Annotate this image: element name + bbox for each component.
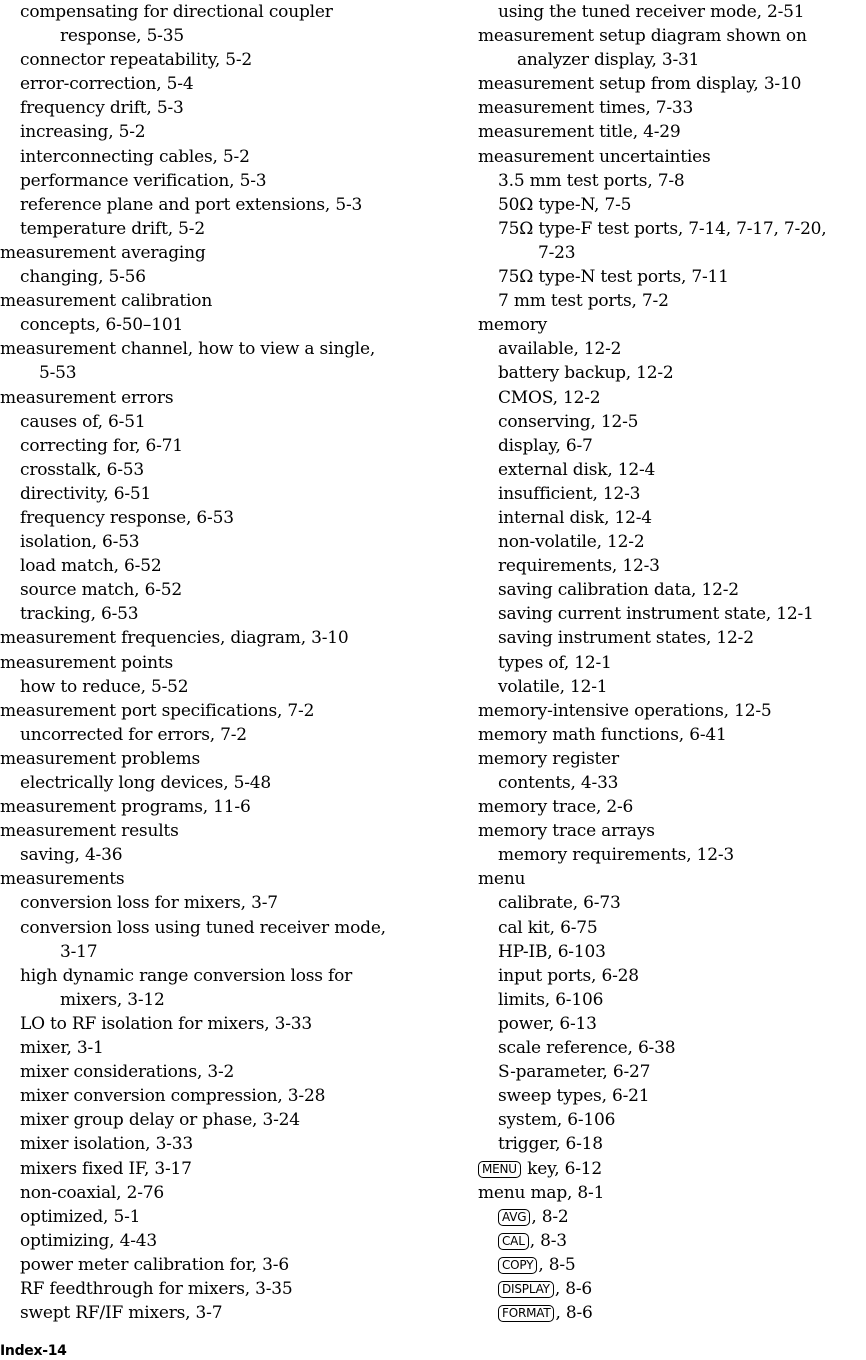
entry-text: HP-IB, 6-103	[498, 941, 606, 962]
entry-text: measurement times, 7-33	[478, 98, 694, 119]
index-subentry	[0, 96, 440, 120]
entry-text: contents, 4-33	[498, 773, 619, 793]
index-subentry	[0, 48, 440, 72]
entry-text: high dynamic range conversion loss for	[20, 965, 353, 986]
entry-text: interconnecting cables, 5-2	[20, 146, 250, 167]
index-subentry	[478, 675, 866, 699]
entry-text: concepts, 6-50–101	[20, 315, 184, 336]
index-subentry	[478, 1036, 866, 1060]
entry-text: key, 6-12	[521, 1158, 603, 1179]
entry-text: memory	[478, 315, 548, 336]
entry-text: analyzer display, 3-31	[517, 50, 700, 71]
index-entry	[478, 747, 866, 771]
index-subentry	[478, 651, 866, 675]
entry-text: measurement calibration	[0, 291, 213, 312]
index-subentry	[478, 482, 866, 506]
index-subentry	[478, 1253, 866, 1277]
index-subentry	[478, 771, 866, 795]
index-entry	[478, 699, 866, 723]
index-subentry	[478, 1229, 866, 1253]
index-subentry	[478, 1277, 866, 1301]
index-entry	[478, 819, 866, 843]
entry-text: types of, 12-1	[498, 652, 612, 673]
entry-text: error-correction, 5-4	[20, 74, 194, 95]
index-entry	[478, 867, 866, 891]
index-subentry	[0, 1108, 440, 1132]
hardkey-label: CAL	[498, 1233, 529, 1250]
entry-text: 75Ω type-N test ports, 7-11	[498, 267, 729, 288]
index-column-right	[478, 0, 866, 1325]
entry-text: changing, 5-56	[20, 267, 146, 288]
index-subentry	[478, 410, 866, 434]
index-subentry	[478, 1132, 866, 1156]
entry-text: optimized, 5-1	[20, 1206, 141, 1227]
entry-text: saving calibration data, 12-2	[498, 580, 739, 601]
entry-text: external disk, 12-4	[498, 459, 656, 480]
index-subentry	[0, 169, 440, 193]
entry-text: battery backup, 12-2	[498, 363, 674, 384]
entry-text: calibrate, 6-73	[498, 893, 621, 914]
index-subentry	[478, 1060, 866, 1084]
entry-text: measurement programs, 11-6	[0, 797, 251, 818]
entry-text: connector repeatability, 5-2	[20, 50, 253, 71]
entry-text: causes of, 6-51	[20, 411, 146, 432]
entry-text: swept RF/IF mixers, 3-7	[20, 1303, 223, 1324]
index-subentry	[478, 241, 866, 265]
index-entry	[0, 795, 440, 819]
index-subentry	[0, 1060, 440, 1084]
entry-text: 7-23	[538, 242, 576, 263]
entry-text: 7 mm test ports, 7-2	[498, 291, 669, 312]
entry-text: insufficient, 12-3	[498, 483, 641, 504]
index-subentry	[478, 169, 866, 193]
index-subentry	[0, 1253, 440, 1277]
index-subentry	[0, 410, 440, 434]
hardkey-label: DISPLAY	[498, 1281, 554, 1298]
index-subentry	[478, 964, 866, 988]
index-entry	[478, 1181, 866, 1205]
entry-text: 50Ω type-N, 7-5	[498, 194, 632, 215]
entry-text: 75Ω type-F test ports, 7-14, 7-17, 7-20,	[498, 218, 827, 239]
entry-text: 3-17	[60, 941, 98, 962]
index-subentry	[478, 217, 866, 241]
index-subentry	[0, 554, 440, 578]
entry-text: conserving, 12-5	[498, 411, 639, 432]
index-entry	[478, 795, 866, 819]
hardkey-label: AVG	[498, 1209, 530, 1226]
index-subentry	[0, 988, 440, 1012]
index-subentry	[478, 626, 866, 650]
entry-text: scale reference, 6-38	[498, 1038, 676, 1059]
index-entry	[478, 723, 866, 747]
entry-text: volatile, 12-1	[498, 676, 608, 697]
entry-text: mixer conversion compression, 3-28	[20, 1086, 326, 1107]
entry-text: measurement errors	[0, 387, 174, 408]
entry-text: CMOS, 12-2	[498, 387, 601, 408]
entry-text: mixer, 3-1	[20, 1038, 104, 1059]
index-subentry	[0, 1205, 440, 1229]
entry-text: frequency response, 6-53	[20, 507, 234, 528]
entry-text: measurement averaging	[0, 242, 206, 263]
index-subentry	[0, 217, 440, 241]
index-subentry	[478, 506, 866, 530]
index-entry	[0, 626, 440, 650]
entry-text: power meter calibration for, 3-6	[20, 1254, 289, 1275]
entry-text: memory requirements, 12-3	[498, 845, 734, 866]
entry-text: 3.5 mm test ports, 7-8	[498, 170, 685, 191]
entry-text: measurement problems	[0, 748, 201, 769]
index-subentry	[478, 1084, 866, 1108]
index-subentry	[0, 193, 440, 217]
index-subentry	[0, 578, 440, 602]
page-number: Index-14	[0, 1343, 67, 1359]
entry-text: tracking, 6-53	[20, 604, 139, 625]
entry-text: measurement results	[0, 821, 179, 842]
entry-text: correcting for, 6-71	[20, 435, 183, 456]
entry-text: , 8-5	[538, 1254, 576, 1275]
index-entry	[0, 241, 440, 265]
index-subentry	[478, 843, 866, 867]
entry-text: source match, 6-52	[20, 580, 182, 601]
entry-text: 5-53	[39, 363, 77, 384]
index-entry	[478, 24, 866, 48]
entry-text: power, 6-13	[498, 1013, 597, 1034]
index-entry	[0, 699, 440, 723]
entry-text: mixers, 3-12	[60, 989, 165, 1010]
index-subentry	[0, 940, 440, 964]
entry-text: mixer isolation, 3-33	[20, 1134, 193, 1155]
entry-text: internal disk, 12-4	[498, 507, 652, 528]
entry-text: non-volatile, 12-2	[498, 532, 645, 553]
entry-text: sweep types, 6-21	[498, 1086, 650, 1107]
index-subentry	[478, 554, 866, 578]
index-subentry	[478, 458, 866, 482]
index-subentry	[478, 361, 866, 385]
index-entry	[478, 120, 866, 144]
index-entry	[478, 145, 866, 169]
entry-text: mixers fixed IF, 3-17	[20, 1158, 192, 1179]
index-subentry	[0, 771, 440, 795]
entry-text: menu map, 8-1	[478, 1182, 605, 1203]
entry-text: measurements	[0, 869, 125, 890]
index-entry	[478, 96, 866, 120]
index-subentry	[0, 265, 440, 289]
index-subentry	[0, 434, 440, 458]
index-entry	[0, 289, 440, 313]
index-column-left	[0, 0, 440, 1325]
index-subentry	[0, 675, 440, 699]
index-subentry	[0, 24, 440, 48]
index-subentry	[478, 530, 866, 554]
index-subentry	[0, 72, 440, 96]
index-subentry	[0, 891, 440, 915]
entry-text: cal kit, 6-75	[498, 917, 598, 938]
index-subentry	[0, 482, 440, 506]
index-entry	[0, 747, 440, 771]
entry-text: memory trace, 2-6	[478, 797, 634, 818]
entry-text: frequency drift, 5-3	[20, 98, 184, 119]
index-subentry	[0, 458, 440, 482]
entry-text: crosstalk, 6-53	[20, 459, 145, 480]
index-subentry	[0, 530, 440, 554]
entry-text: menu	[478, 869, 526, 890]
index-subentry	[0, 723, 440, 747]
entry-text: measurement frequencies, diagram, 3-10	[0, 628, 349, 649]
entry-text: temperature drift, 5-2	[20, 218, 205, 239]
index-subentry	[0, 602, 440, 626]
entry-text: measurement uncertainties	[478, 146, 711, 167]
index-subentry	[478, 940, 866, 964]
index-subentry	[478, 988, 866, 1012]
index-subentry	[478, 578, 866, 602]
entry-text: limits, 6-106	[498, 989, 604, 1010]
index-subentry	[0, 1012, 440, 1036]
entry-text: directivity, 6-51	[20, 483, 152, 504]
index-subentry	[478, 602, 866, 626]
entry-text: S-parameter, 6-27	[498, 1062, 651, 1083]
entry-text: , 8-6	[554, 1278, 592, 1299]
entry-text: , 8-2	[531, 1206, 569, 1227]
index-subentry	[478, 916, 866, 940]
index-entry	[0, 361, 440, 385]
index-entry	[478, 72, 866, 96]
index-subentry	[0, 1229, 440, 1253]
entry-text: conversion loss for mixers, 3-7	[20, 893, 278, 914]
entry-text: available, 12-2	[498, 339, 622, 360]
index-entry	[478, 48, 866, 72]
index-subentry	[0, 1301, 440, 1325]
entry-text: system, 6-106	[498, 1110, 616, 1131]
index-subentry	[0, 120, 440, 144]
entry-text: measurement points	[0, 652, 173, 673]
entry-text: measurement setup diagram shown on	[478, 26, 807, 47]
index-subentry	[478, 0, 866, 24]
entry-text: saving instrument states, 12-2	[498, 628, 754, 649]
hardkey-label: FORMAT	[498, 1305, 554, 1322]
index-subentry	[478, 1301, 866, 1325]
index-subentry	[0, 1084, 440, 1108]
index-subentry	[478, 265, 866, 289]
entry-text: increasing, 5-2	[20, 122, 146, 143]
entry-text: saving, 4-36	[20, 845, 123, 866]
index-entry	[478, 1157, 866, 1181]
hardkey-label: MENU	[478, 1161, 521, 1178]
entry-text: response, 5-35	[60, 26, 184, 47]
entry-text: , 8-3	[529, 1230, 567, 1251]
index-subentry	[0, 1036, 440, 1060]
index-entry	[0, 819, 440, 843]
index-subentry	[478, 891, 866, 915]
entry-text: RF feedthrough for mixers, 3-35	[20, 1278, 293, 1299]
entry-text: performance verification, 5-3	[20, 170, 267, 191]
entry-text: requirements, 12-3	[498, 556, 660, 577]
index-subentry	[0, 145, 440, 169]
entry-text: memory math functions, 6-41	[478, 724, 727, 745]
entry-text: memory-intensive operations, 12-5	[478, 700, 772, 721]
index-subentry	[0, 0, 440, 24]
entry-text: measurement setup from display, 3-10	[478, 74, 802, 95]
index-subentry	[478, 337, 866, 361]
entry-text: reference plane and port extensions, 5-3	[20, 194, 363, 215]
index-entry	[0, 386, 440, 410]
entry-text: , 8-6	[555, 1303, 593, 1324]
index-subentry	[0, 506, 440, 530]
index-entry	[478, 313, 866, 337]
index-entry	[0, 651, 440, 675]
entry-text: how to reduce, 5-52	[20, 676, 189, 697]
entry-text: LO to RF isolation for mixers, 3-33	[20, 1013, 313, 1034]
entry-text: uncorrected for errors, 7-2	[20, 724, 247, 745]
index-subentry	[478, 289, 866, 313]
entry-text: measurement channel, how to view a single,	[0, 339, 376, 360]
index-subentry	[0, 1157, 440, 1181]
index-subentry	[0, 313, 440, 337]
entry-text: display, 6-7	[498, 435, 593, 456]
index-subentry	[0, 1277, 440, 1301]
index-subentry	[478, 1012, 866, 1036]
entry-text: load match, 6-52	[20, 556, 162, 577]
index-entry	[0, 337, 440, 361]
entry-text: compensating for directional coupler	[20, 2, 333, 22]
entry-text: using the tuned receiver mode, 2-51	[498, 2, 805, 22]
entry-text: mixer considerations, 3-2	[20, 1062, 235, 1083]
index-subentry	[478, 434, 866, 458]
entry-text: mixer group delay or phase, 3-24	[20, 1110, 300, 1131]
entry-text: isolation, 6-53	[20, 532, 140, 553]
index-subentry	[478, 386, 866, 410]
index-subentry	[478, 1205, 866, 1229]
index-subentry	[0, 1181, 440, 1205]
entry-text: input ports, 6-28	[498, 965, 639, 986]
index-entry	[0, 867, 440, 891]
entry-text: memory register	[478, 748, 619, 769]
hardkey-label: COPY	[498, 1257, 537, 1274]
entry-text: saving current instrument state, 12-1	[498, 604, 814, 625]
index-subentry	[478, 193, 866, 217]
index-subentry	[0, 916, 440, 940]
entry-text: non-coaxial, 2-76	[20, 1182, 164, 1203]
entry-text: measurement port specifications, 7-2	[0, 700, 315, 721]
entry-text: memory trace arrays	[478, 821, 655, 842]
entry-text: measurement title, 4-29	[478, 122, 681, 143]
entry-text: trigger, 6-18	[498, 1134, 603, 1155]
index-subentry	[0, 964, 440, 988]
entry-text: electrically long devices, 5-48	[20, 773, 272, 793]
index-subentry	[0, 843, 440, 867]
entry-text: conversion loss using tuned receiver mode,	[20, 917, 386, 938]
index-subentry	[0, 1132, 440, 1156]
entry-text: optimizing, 4-43	[20, 1230, 157, 1251]
index-subentry	[478, 1108, 866, 1132]
